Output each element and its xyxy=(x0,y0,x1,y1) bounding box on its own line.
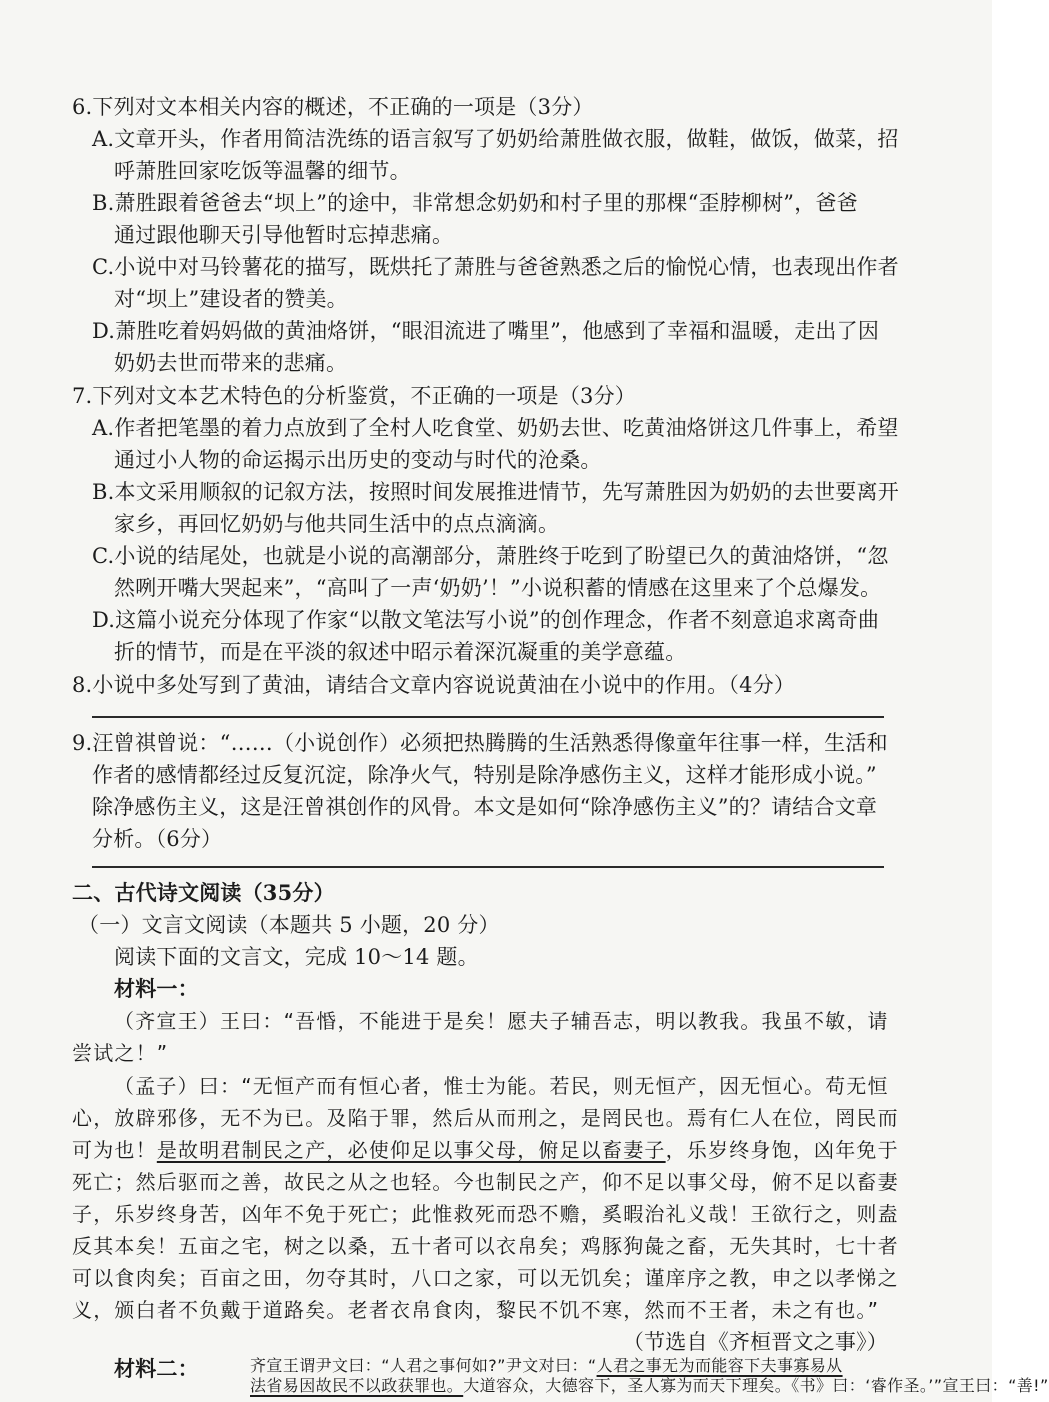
q6-option-b-line1: B.萧胜跟着爸爸去“坝上”的途中，非常想念奶奶和村子里的那棵“歪脖柳树”，爸爸 xyxy=(92,191,858,215)
material-one-p2-line2: 心，放辟邪侈，无不为已。及陷于罪，然后从而刑之，是罔民也。焉有仁人在位，罔民而 xyxy=(72,1106,899,1130)
q9-stem-line4: 分析。（6分） xyxy=(92,827,223,851)
section-title: 二、古代诗文阅读（35分） xyxy=(72,880,335,905)
material-one-p2-line8: 义，颁白者不负戴于道路矣。老者衣帛食肉，黎民不饥不寒，然而不王者，未之有也。” xyxy=(72,1298,880,1322)
material-two-label: 材料二： xyxy=(114,1356,199,1381)
m2-line3: 作圣。’”宣王曰：“善!” xyxy=(887,1376,1049,1395)
underlined-translation-sentence-2b: 法省易因故民不以政获罪也。 xyxy=(250,1376,464,1395)
reading-instructions: 阅读下面的文言文，完成 10～14 题。 xyxy=(114,945,479,969)
q7-option-c-line1: C.小说的结尾处，也就是小说的高潮部分，萧胜终于吃到了盼望已久的黄油烙饼，“忽 xyxy=(92,544,889,568)
q6-option-c-line2: 对“坝上”建设者的赞美。 xyxy=(114,287,348,311)
material-one-p2-line6: 反其本矣！五亩之宅，树之以桑，五十者可以衣帛矣；鸡豚狗彘之畜，无失其时，七十者 xyxy=(72,1234,899,1258)
q6-option-c-line1: C.小说中对马铃薯花的描写，既烘托了萧胜与爸爸熟悉之后的愉悦心情，也表现出作者 xyxy=(92,255,899,279)
q7-option-b-line2: 家乡，再回忆奶奶与他共同生活中的点点滴滴。 xyxy=(114,512,560,536)
q7-option-d-line2: 折的情节，而是在平淡的叙述中昭示着深沉凝重的美学意蕴。 xyxy=(114,640,687,664)
q7-option-c-line2: 然咧开嘴大哭起来”，“高叫了一声‘奶奶’！”小说积蓄的情感在这里来了个总爆发。 xyxy=(114,576,882,600)
underlined-translation-sentence-2a: 人君之事无为而能容下夫事寡易从 xyxy=(596,1356,843,1375)
q6-option-d-line1: D.萧胜吃着妈妈做的黄油烙饼，“眼泪流进了嘴里”，他感到了幸福和温暖，走出了因 xyxy=(92,319,880,343)
q7-stem: 7.下列对文本艺术特色的分析鉴赏，不正确的一项是（3分） xyxy=(72,384,636,408)
material-one-source: （节选自《齐桓晋文之事》） xyxy=(622,1330,888,1354)
subsection-title: （一）文言文阅读（本题共 5 小题，20 分） xyxy=(78,913,500,937)
q6-option-a-line1: A.文章开头，作者用简洁洗练的语言叙写了奶奶给萧胜做衣服，做鞋，做饭，做菜，招 xyxy=(92,127,899,151)
material-one-label: 材料一： xyxy=(114,976,199,1001)
material-one-p2-line3 xyxy=(72,1137,899,1163)
m2-line2-tail: 大道容众，大德容下，圣人寡为而天下理矣。《书》曰：‘睿 xyxy=(463,1376,888,1395)
p2-line3-tail: ，乐岁终身饱，凶年免于 xyxy=(665,1138,899,1162)
q7-option-b-line1: B.本文采用顺叙的记叙方法，按照时间发展推进情节，先写萧胜因为奶奶的去世要离开 xyxy=(92,480,899,504)
q6-stem: 6.下列对文本相关内容的概述，不正确的一项是（3分） xyxy=(72,95,594,119)
q6-option-a-line2: 呼萧胜回家吃饭等温馨的细节。 xyxy=(114,159,411,183)
q9-answer-line xyxy=(92,866,884,868)
material-one-p2-line1: （孟子）曰：“无恒产而有恒心者，惟士为能。若民，则无恒产，因无恒心。苟无恒 xyxy=(114,1074,889,1098)
material-one-p2-line4: 死亡；然后驱而之善，故民之从之也轻。今也制民之产，仰不足以事父母，俯不足以畜妻 xyxy=(72,1170,899,1194)
q6-option-d-line2: 奶奶去世而带来的悲痛。 xyxy=(114,351,348,375)
m2-line1-lead: 齐宣王谓尹文曰：“人君之事何如?”尹文对曰：“ xyxy=(250,1356,597,1375)
material-one-p1-line1: （齐宣王）王曰：“吾惛，不能进于是矣！愿夫子辅吾志，明以教我。我虽不敏，请 xyxy=(114,1009,889,1033)
q7-option-d-line1: D.这篇小说充分体现了作家“以散文笔法写小说”的创作理念，作者不刻意追求离奇曲 xyxy=(92,608,880,632)
material-one-p2-line5: 子，乐岁终身苦，凶年不免于死亡；此惟救死而恐不赡，奚暇治礼义哉！王欲行之，则盍 xyxy=(72,1202,899,1226)
q8-answer-line xyxy=(92,716,884,718)
underlined-translation-sentence-1: 是故明君制民之产，必使仰足以事父母，俯足以畜妻子 xyxy=(156,1138,666,1162)
material-one-p1-line2: 尝试之！” xyxy=(72,1041,169,1065)
p2-line3-lead: 可为也！ xyxy=(72,1138,157,1162)
q9-stem-line2: 作者的感情都经过反复沉淀，除净火气，特别是除净感伤主义，这样才能形成小说。” xyxy=(92,763,877,787)
q9-stem-line3: 除净感伤主义，这是汪曾祺创作的风骨。本文是如何“除净感伤主义”的？请结合文章 xyxy=(92,795,878,819)
q7-option-a-line1: A.作者把笔墨的着力点放到了全村人吃食堂、奶奶去世、吃黄油烙饼这几件事上，希望 xyxy=(92,416,899,440)
q7-option-a-line2: 通过小人物的命运揭示出历史的变动与时代的沧桑。 xyxy=(114,448,602,472)
q6-option-b-line2: 通过跟他聊天引导他暂时忘掉悲痛。 xyxy=(114,223,454,247)
material-one-p2-line7: 可以食肉矣；百亩之田，勿夺其时，八口之家，可以无饥矣；谨庠序之教，申之以孝悌之 xyxy=(72,1266,899,1290)
q8-stem: 8.小说中多处写到了黄油，请结合文章内容说说黄油在小说中的作用。（4分） xyxy=(72,673,796,697)
q9-stem-line1: 9.汪曾祺曾说：“……（小说创作）必须把热腾腾的生活熟悉得像童年往事一样，生活和 xyxy=(72,731,888,755)
